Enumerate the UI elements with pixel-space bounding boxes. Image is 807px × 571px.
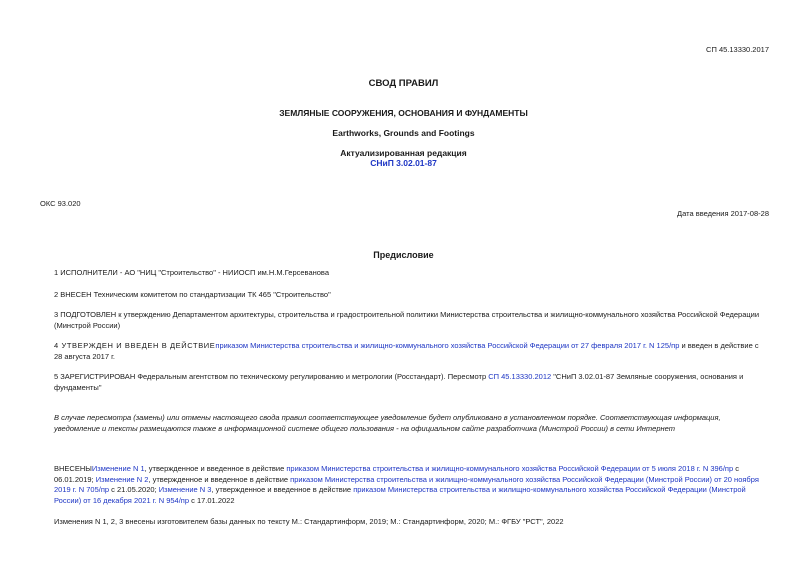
preface-item-3: 3 ПОДГОТОВЛЕН к утверждению Департаментом архитектуры, строительства и градостроительной политики Министерства строительства и жилищно-коммунального хозяйства Российской Федерации (Минстрой России) [54,310,760,330]
snip-link[interactable]: СНиП 3.02.01-87 [370,158,437,168]
document-title: ЗЕМЛЯНЫЕ СООРУЖЕНИЯ, ОСНОВАНИЯ И ФУНДАМЕНТЫ [279,108,528,118]
amendment-1-order-link[interactable]: приказом Министерства строительства и жилищно-коммунального хозяйства Российской Федерации от 5 июля 2018 г. N 396/пр [286,464,734,473]
amendment-2-text: , утвержденное и введенное в действие [148,474,291,484]
document-title-english: Earthworks, Grounds and Footings [332,128,475,138]
preface-item-2: 2 ВНЕСЕН Техническим комитетом по стандартизации ТК 465 "Строительство" [54,290,331,299]
preface-item-4-lead: 4 УТВЕРЖДЕН И ВВЕДЕН В ДЕЙСТВИЕ [54,341,216,350]
approval-order-link[interactable]: приказом Министерства строительства и жилищно-коммунального хозяйства Российской Федерации от 27 февраля 2017 г. N 125/пр [215,341,680,350]
preface-item-5-tail: "СНиП 3.02.01-87 Земляные сооружения, основания и фундаменты" [54,372,744,392]
amendment-2-order-link[interactable]: приказом Министерства строительства и жилищно-коммунального хозяйства Российской Федерации (Минстрой России) от 20 ноября 2019 г. N 705/пр [54,474,759,494]
preface-heading: Предисловие [373,250,434,260]
introduction-date: Дата введения 2017-08-28 [677,209,769,218]
amendment-2-date: с 21.05.2020; [109,485,157,494]
amendment-3-link[interactable]: Изменение N 3 [158,485,212,494]
preface-item-5 [40,372,768,393]
preface-item-5-lead: 5 ЗАРЕГИСТРИРОВАН Федеральным агентством по техническому регулированию и метрологии (Росстандарт). Пересмотр [54,372,489,381]
preface-item-1: 1 ИСПОЛНИТЕЛИ - АО "НИЦ "Строительство" - НИИОСП им.Н.М.Герсеванова [54,268,329,277]
document-code: СП 45.13330.2017 [706,45,769,54]
preface-item-4-tail: и введен в действие с 28 августа 2017 г. [54,341,759,361]
revision-notice: В случае пересмотра (замены) или отмены настоящего свода правил соответствующее уведомление будет опубликовано в установленном порядке. Соответствующая информация, уведомление и тексты размещаются также в информационной системе общего пользования - на официальном сайте разработчика (Минстрой России) в сети Интернет [54,413,721,433]
amendments-lead: ВНЕСЕНЫ [54,464,92,473]
amendments-source-note: Изменения N 1, 2, 3 внесены изготовителем базы данных по тексту М.: Стандартинформ, 2019; М.: Стандартинформ, 2020; М.: ФГБУ "РСТ", 2022 [54,517,564,526]
amendment-2-link[interactable]: Изменение N 2 [95,474,149,484]
revised-standard-link[interactable]: СП 45.13330.2012 [488,372,552,381]
updated-edition-label: Актуализированная редакция [340,148,467,158]
amendment-3-date: с 17.01.2022 [189,495,235,505]
oks-code: ОКС 93.020 [40,199,81,208]
amendment-1-link[interactable]: Изменение N 1 [91,464,145,473]
amendment-1-text: , утвержденное и введенное в действие [144,464,287,473]
amendment-3-text: , утвержденное и введенное в действие [211,485,354,494]
amendments-paragraph [40,464,768,506]
document-type-title: СВОД ПРАВИЛ [368,78,439,89]
preface-item-4 [40,341,768,362]
amendment-3-order-link[interactable]: приказом Министерства строительства и жилищно-коммунального хозяйства Российской Федерации (Минстрой России) от 16 декабря 2021 г. N 954/пр [54,485,746,505]
amendment-1-date: с 06.01.2019; [54,464,739,484]
